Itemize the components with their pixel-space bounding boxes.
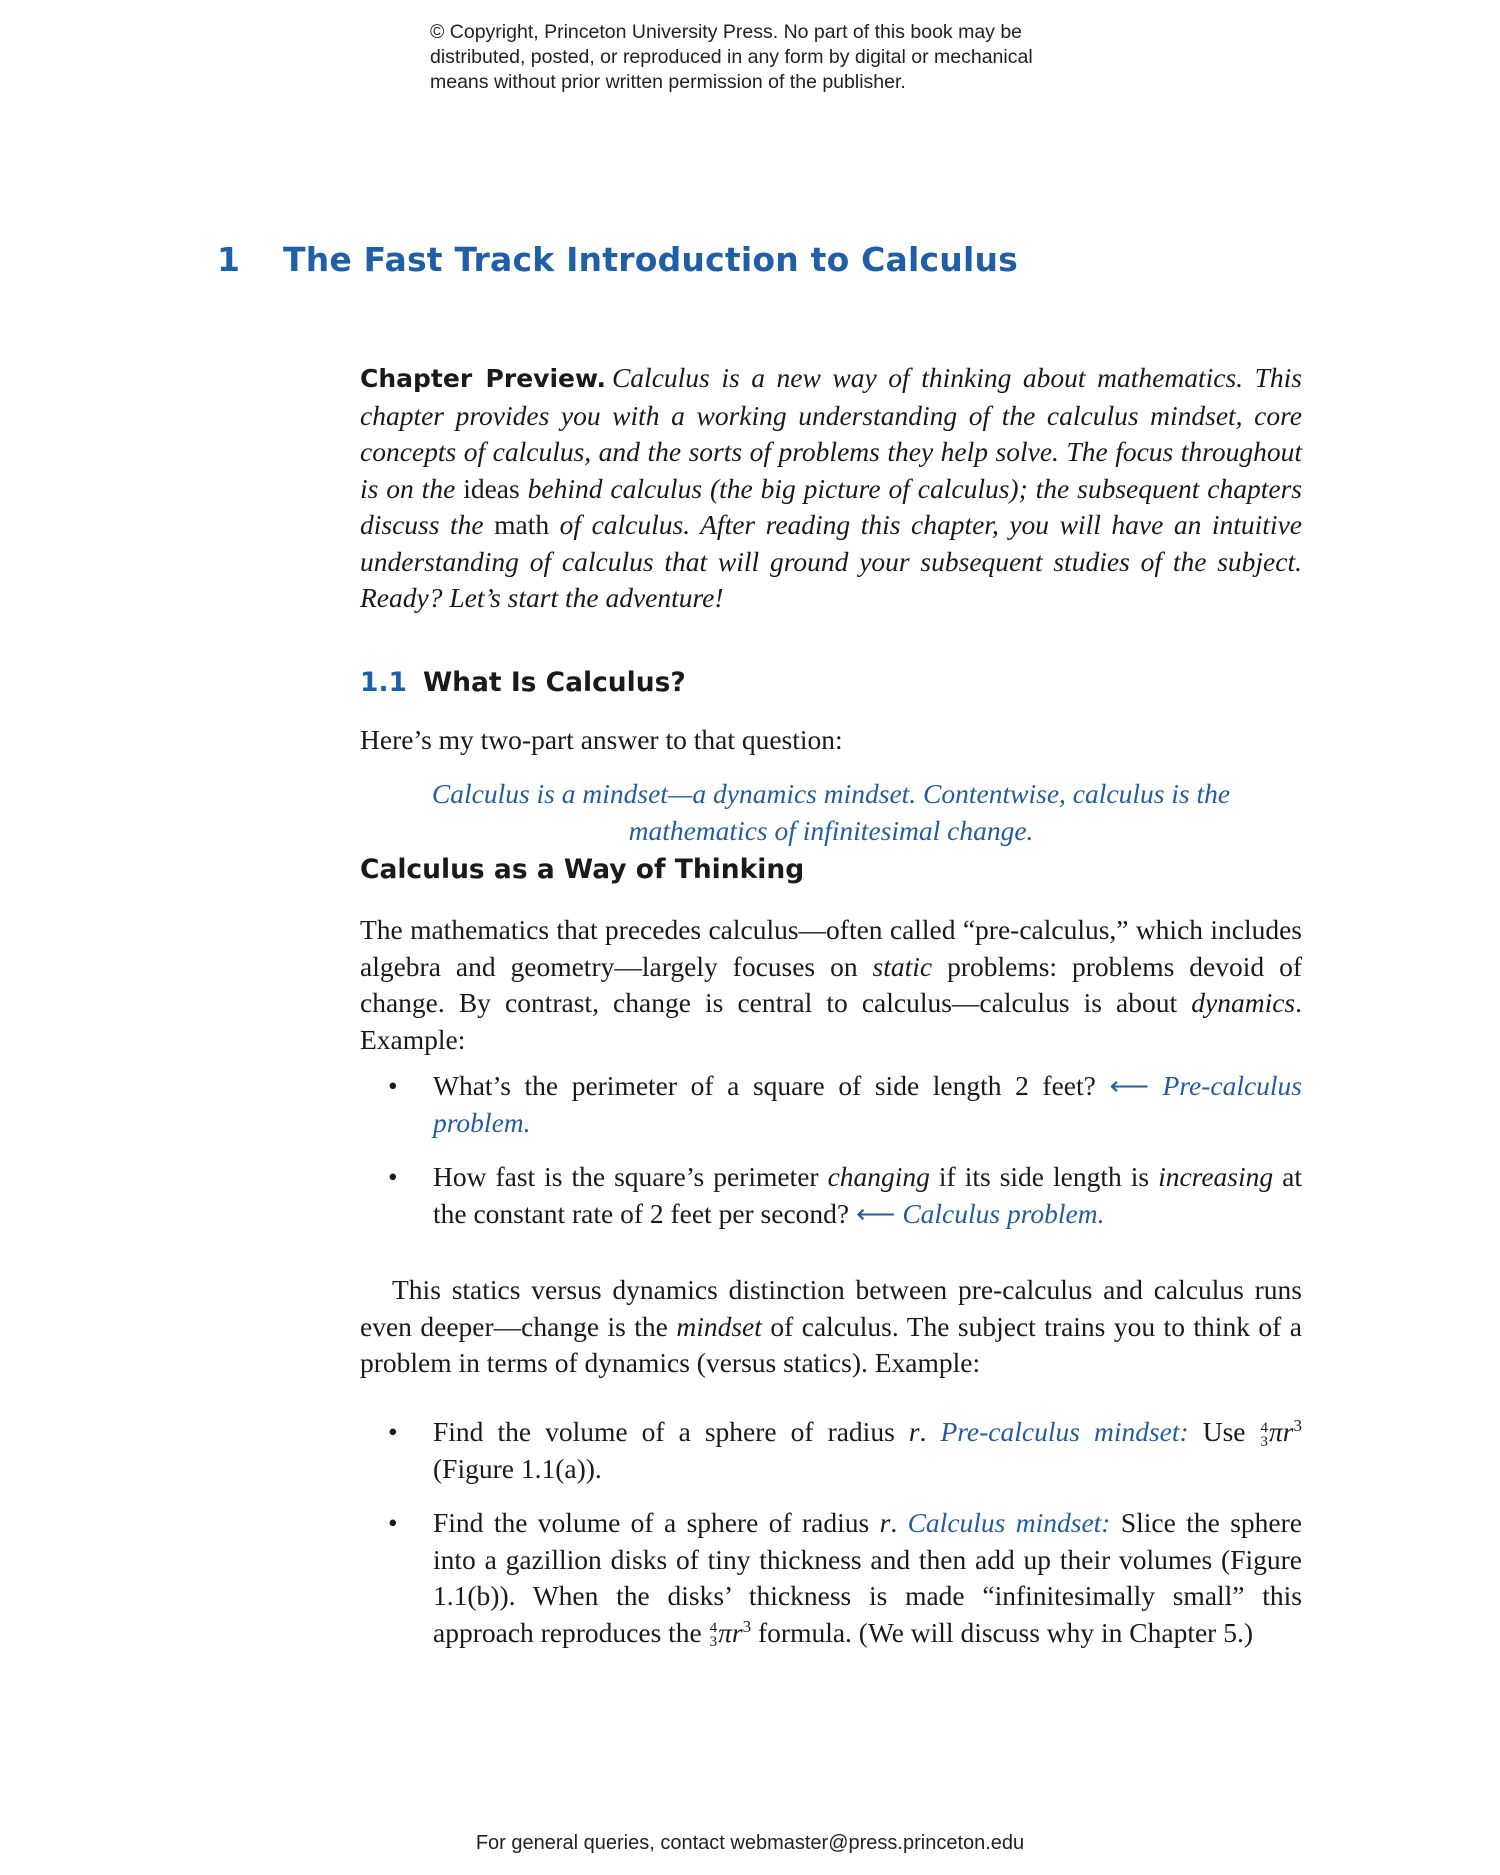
text: . Example:	[360, 987, 1302, 1055]
text: Find the volume of a sphere of radius	[433, 1507, 880, 1538]
paragraph	[360, 1272, 1302, 1382]
text: .	[919, 1416, 941, 1447]
paragraph	[360, 912, 1302, 1058]
text: (Figure 1.1(a)).	[433, 1452, 602, 1484]
denominator: 3	[709, 1634, 718, 1651]
variable: r	[731, 1616, 743, 1648]
copyright-line: distributed, posted, or reproduced in any form by digital or mechanical	[430, 46, 1033, 68]
text: at the constant rate of 2 feet per second?	[433, 1161, 1302, 1229]
note: Pre-calculus mindset:	[940, 1416, 1189, 1447]
section-title: What Is Calculus?	[422, 667, 686, 698]
text: of calculus. The subject trains you to think of a problem in terms of dynamics (versus statics). Example:	[360, 1310, 1302, 1378]
left-arrow-icon: ⟵	[856, 1197, 896, 1229]
footer-contact: For general queries, contact webmaster@press.princeton.edu	[475, 1832, 1025, 1854]
fraction	[1261, 1421, 1269, 1449]
emphasis: mindset	[676, 1310, 762, 1342]
copyright-line: means without prior written permission of the publisher.	[430, 71, 906, 93]
preview-text: Calculus is a new way of thinking about mathematics. This chapter provides you with a working understanding of the calculus mindset, core concepts of calculus, and the sorts of problems they help solve. The focus throughout is on the	[360, 362, 1302, 504]
note: Pre-calculus problem.	[433, 1070, 1303, 1138]
exponent: 3	[1293, 1415, 1302, 1435]
text: Find the volume of a sphere of radius	[433, 1416, 909, 1447]
chapter-preview	[360, 360, 1302, 617]
copyright-line: © Copyright, Princeton University Press. No part of this book may be	[430, 21, 1023, 43]
preview-text: behind calculus (the big picture of calculus); the subsequent chapters discuss the	[360, 472, 1302, 540]
note: Calculus problem.	[902, 1197, 1105, 1229]
variable: r	[908, 1416, 920, 1447]
emphasis: increasing	[1158, 1161, 1274, 1192]
list-item	[360, 1505, 1302, 1651]
chapter-title-text: The Fast Track Introduction to Calculus	[283, 240, 1019, 279]
numerator: 4	[709, 1620, 718, 1637]
list-item	[360, 1414, 1302, 1487]
exponent: 3	[742, 1616, 752, 1636]
bullet-icon: •	[388, 1161, 398, 1192]
bullet-icon: •	[388, 1416, 398, 1447]
section-heading	[360, 665, 686, 702]
emphasis: dynamics	[1191, 987, 1296, 1018]
text: Use	[1188, 1416, 1260, 1447]
text: .	[890, 1507, 908, 1538]
section-number: 1.1	[360, 667, 407, 698]
numerator: 4	[1260, 1419, 1269, 1436]
text: formula. (We will discuss why in Chapter 5.)	[751, 1616, 1253, 1648]
chapter-number: 1	[217, 240, 241, 279]
list-item	[360, 1068, 1302, 1141]
text: problems: problems devoid of change. By contrast, change is central to calculus—calculus is about	[360, 950, 1302, 1018]
definition-quote: Calculus is a mindset—a dynamics mindset. Contentwise, calculus is the mathematics of infinitesimal change.	[431, 778, 1231, 846]
section-intro: Here’s my two-part answer to that question:	[360, 724, 843, 755]
bullet-icon: •	[388, 1070, 398, 1101]
emphasis: changing	[827, 1161, 930, 1192]
pi-symbol: π	[1269, 1416, 1283, 1447]
denominator: 3	[1260, 1433, 1269, 1450]
preview-upright-math: math	[494, 509, 550, 540]
variable: r	[879, 1507, 891, 1538]
text: This statics versus dynamics distinction between pre-calculus and calculus runs even deeper—change is the	[360, 1274, 1302, 1342]
list-item	[360, 1159, 1302, 1232]
emphasis: static	[872, 950, 933, 982]
chapter-title	[217, 240, 1018, 279]
text: The mathematics that precedes calculus—often called “pre-calculus,” which includes algebra and geometry—largely focuses on	[360, 914, 1302, 982]
text: What’s the perimeter of a square of side length 2 feet?	[433, 1070, 1110, 1101]
note: Calculus mindset:	[907, 1507, 1111, 1538]
copyright-notice	[430, 20, 1110, 95]
left-arrow-icon: ⟵	[1109, 1070, 1149, 1101]
bullet-icon: •	[388, 1507, 398, 1538]
subsection-heading: Calculus as a Way of Thinking	[360, 854, 805, 885]
pi-symbol: π	[718, 1616, 732, 1648]
variable: r	[1282, 1416, 1294, 1447]
preview-text: of calculus. After reading this chapter, you will have an intuitive understanding of calculus that will ground your subsequent studies of the subject. Ready? Let’s start the adventure!	[360, 509, 1302, 613]
text: How fast is the square’s perimeter	[433, 1161, 828, 1192]
fraction	[710, 1621, 718, 1649]
text: if its side length is	[929, 1161, 1159, 1192]
chapter-preview-label: Chapter Preview.	[360, 364, 606, 393]
example-list	[360, 1068, 1302, 1232]
text: Slice the sphere into a gazillion disks of tiny thickness and then add up their volumes (Figure 1.1(b)). When the disks’ thickness is made “infinitesimally small” this approach reproduces the	[433, 1507, 1302, 1648]
example-list	[360, 1414, 1302, 1651]
preview-upright-ideas: ideas	[463, 472, 520, 504]
